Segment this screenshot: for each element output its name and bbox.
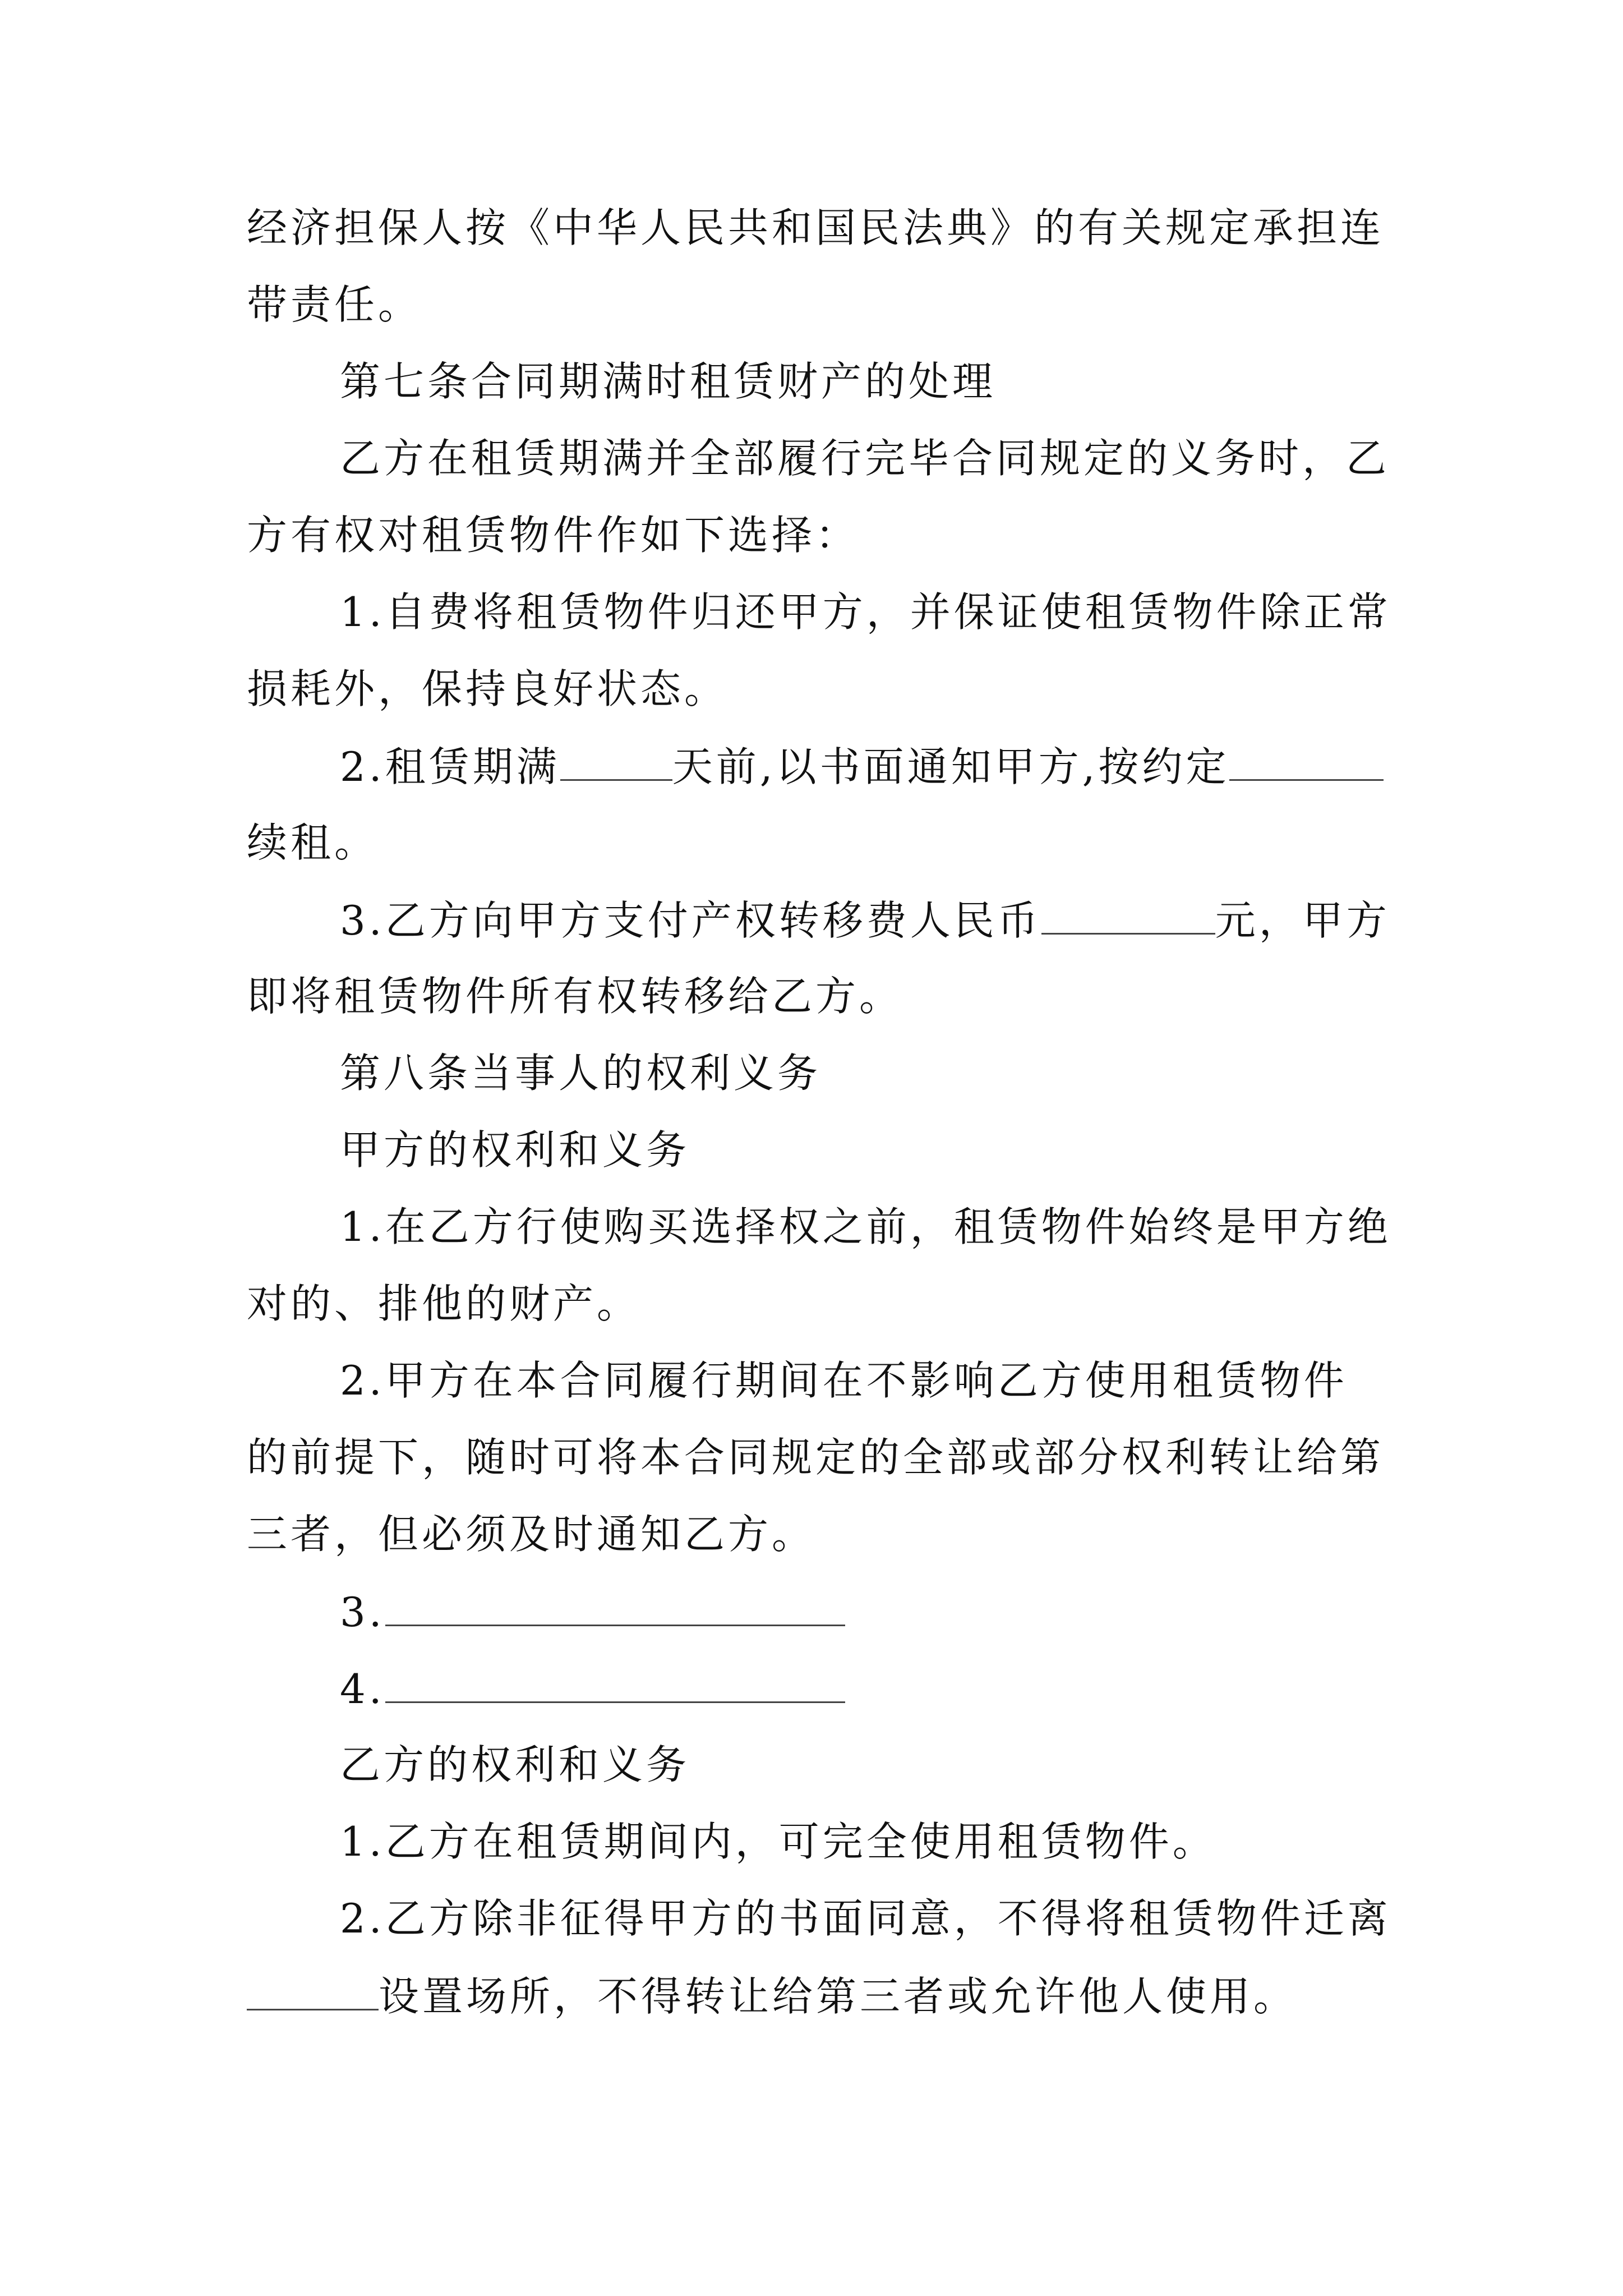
paragraph-line <box>247 1665 1385 1713</box>
fill-in-blank-terms <box>1229 746 1384 781</box>
paragraph-line: 的前提下，随时可将本合同规定的全部或部分权利转让给第 <box>247 1434 1385 1481</box>
paragraph-line: 续租。 <box>247 819 379 866</box>
paragraph-line <box>247 897 1390 944</box>
paragraph-line: 对的、排他的财产。 <box>247 1280 641 1327</box>
paragraph-line: 2.甲方在本合同履行期间在不影响乙方使用租赁物件 <box>340 1357 1348 1404</box>
paragraph-line <box>247 1973 1385 2020</box>
text-fragment: 天前,以书面通知甲方,按约定 <box>672 743 1230 790</box>
text-fragment: 设置场所，不得转让给第三者或允许他人使用。 <box>379 1973 1298 2020</box>
paragraph-line: 即将租赁物件所有权转移给乙方。 <box>247 973 903 1020</box>
paragraph-line: 1.乙方在租赁期间内，可完全使用租赁物件。 <box>340 1818 1216 1865</box>
paragraph-line: 乙方在租赁期满并全部履行完毕合同规定的义务时，乙 <box>340 435 1390 482</box>
paragraph-line: 经济担保人按《中华人民共和国民法典》的有关规定承担连 <box>247 204 1385 251</box>
paragraph-line <box>247 1589 1385 1636</box>
fill-in-blank-location <box>247 1975 379 2010</box>
article-7-title: 第七条合同期满时租赁财产的处理 <box>340 358 997 405</box>
item-number: 4. <box>340 1665 385 1713</box>
paragraph-line: 方有权对租赁物件作如下选择： <box>247 512 860 559</box>
article-8-title: 第八条当事人的权利义务 <box>340 1050 822 1097</box>
paragraph-line: 2.乙方除非征得甲方的书面同意，不得将租赁物件迁离 <box>340 1895 1391 1942</box>
text-fragment: 2.租赁期满 <box>340 743 560 790</box>
fill-in-blank-fee <box>1041 899 1215 935</box>
document-page <box>247 204 1391 2052</box>
paragraph-line <box>247 743 1385 790</box>
paragraph-line: 三者，但必须及时通知乙方。 <box>247 1511 816 1558</box>
item-number: 3. <box>340 1589 385 1636</box>
party-a-heading: 甲方的权利和义务 <box>340 1126 690 1174</box>
fill-in-blank-item-4 <box>385 1668 845 1703</box>
text-fragment: 3.乙方向甲方支付产权转移费人民币 <box>340 897 1041 944</box>
fill-in-blank-item-3 <box>385 1591 845 1626</box>
paragraph-line: 1.自费将租赁物件归还甲方，并保证使租赁物件除正常 <box>340 588 1391 636</box>
text-fragment: 元，甲方 <box>1215 897 1390 944</box>
fill-in-blank-days <box>560 746 672 781</box>
party-b-heading: 乙方的权利和义务 <box>340 1741 690 1788</box>
paragraph-line: 损耗外，保持良好状态。 <box>247 665 728 712</box>
paragraph-line: 带责任。 <box>247 281 422 328</box>
paragraph-line: 1.在乙方行使购买选择权之前，租赁物件始终是甲方绝 <box>340 1203 1391 1250</box>
